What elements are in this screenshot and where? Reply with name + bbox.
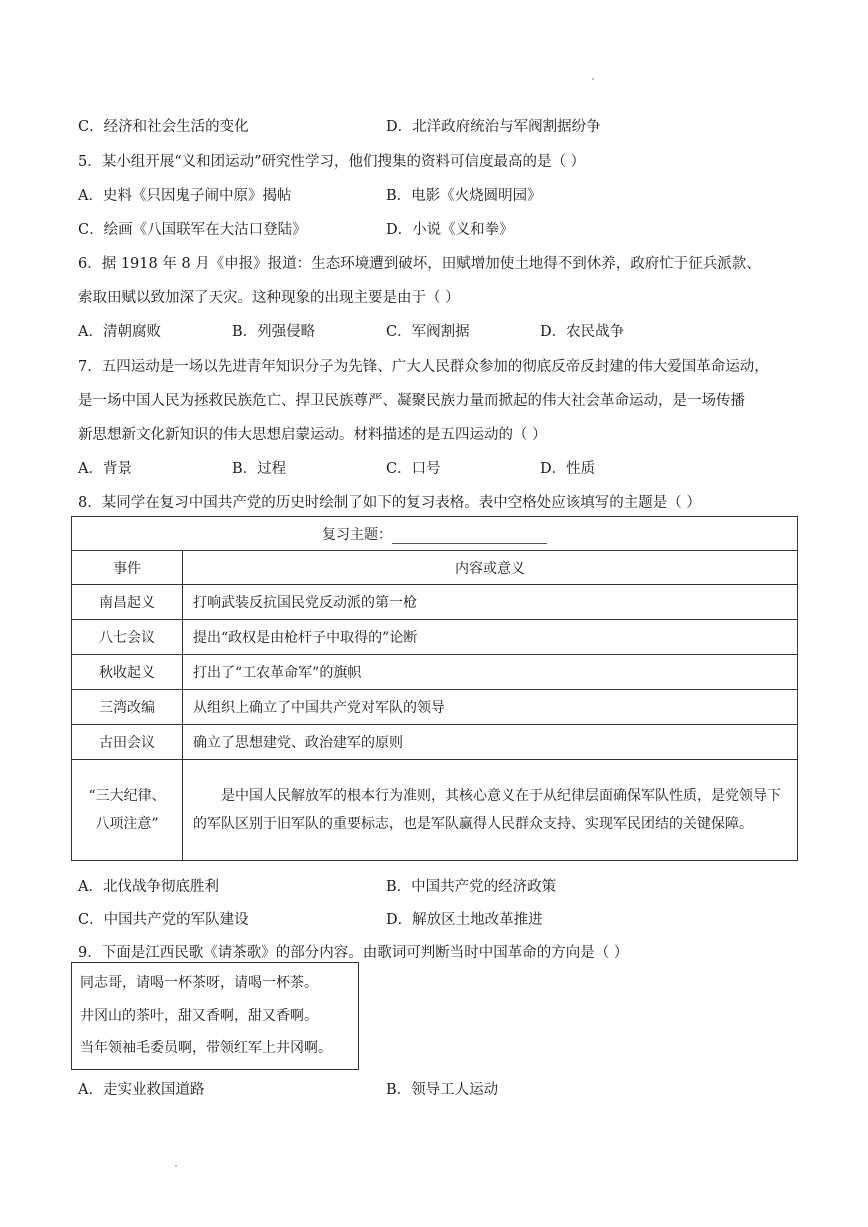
content-cell: 确立了思想建党、政治建军的原则 [183,725,798,760]
column-header-event: 事件 [72,551,183,585]
q4-option-c[interactable]: C．经济和社会生活的变化 [78,119,249,135]
lyric-line: 当年领袖毛委员啊，带领红军上井冈啊。 [80,1040,332,1056]
scan-dot [175,1165,177,1167]
q8-option-b[interactable]: B．中国共产党的经济政策 [386,879,557,895]
q5-stem: 5．某小组开展“义和团运动”研究性学习，他们搜集的资料可信度最高的是（ ） [78,154,586,170]
q6-option-c[interactable]: C．军阀割据 [386,324,470,340]
lyric-line: 同志哥，请喝一杯茶呀，请喝一杯茶。 [80,975,318,991]
table-row [72,620,798,655]
event-cell: 三湾改编 [72,690,183,725]
q6-stem-line1: 6．据 1918 年 8 月《申报》报道：生态环境遭到破坏，田赋增加使土地得不到休养，政府忙于征兵派款、 [78,256,761,272]
q5-option-d[interactable]: D．小说《义和拳》 [386,222,514,238]
table-row [72,585,798,620]
q9-option-b[interactable]: B．领导工人运动 [386,1082,499,1098]
q7-option-d[interactable]: D．性质 [540,461,596,477]
q8-option-d[interactable]: D．解放区土地改革推进 [386,912,543,928]
q6-stem-line2: 索取田赋以致加深了天灾。这种现象的出现主要是由于（ ） [78,290,460,306]
q7-stem-line2: 是一场中国人民为拯救民族危亡、捍卫民族尊严、凝聚民族力量而掀起的伟大社会革命运动，是一场传播 [78,393,745,409]
q6-option-a[interactable]: A．清朝腐败 [78,324,161,340]
q5-option-b[interactable]: B．电影《火烧圆明园》 [386,188,542,204]
content-cell: 从组织上确立了中国共产党对军队的领导 [183,690,798,725]
event-cell-line2: 八项注意” [95,816,159,832]
event-cell: 古田会议 [72,725,183,760]
q7-option-c[interactable]: C．口号 [386,461,441,477]
song-lyrics-box [71,962,359,1070]
table-row [72,760,798,861]
event-cell: 南昌起义 [72,585,183,620]
table-row [72,725,798,760]
event-cell [72,760,183,861]
q6-option-b[interactable]: B．列强侵略 [232,324,316,340]
q7-option-a[interactable]: A．背景 [78,461,132,477]
table-row [72,655,798,690]
scan-dot [592,78,594,80]
q5-option-a[interactable]: A．史料《只因鬼子闹中原》揭帖 [78,188,292,204]
lyric-line: 井冈山的茶叶，甜又香啊，甜又香啊。 [80,1007,318,1024]
content-cell: 打出了“工农革命军”的旗帜 [183,655,798,690]
content-cell: 打响武装反抗国民党反动派的第一枪 [183,585,798,620]
event-cell-line1: “三大纪律、 [88,788,166,804]
q7-stem-line1: 7．五四运动是一场以先进青年知识分子为先锋、广大人民群众参加的彻底反帝反封建的伟大爱国革命运动， [78,359,769,375]
q7-stem-line3: 新思想新文化新知识的伟大思想启蒙运动。材料描述的是五四运动的（ ） [78,427,547,443]
content-cell: 提出“政权是由枪杆子中取得的”论断 [183,620,798,655]
q8-option-a[interactable]: A．北伐战争彻底胜利 [78,879,219,895]
q6-option-d[interactable]: D．农民战争 [540,324,625,340]
q7-option-b[interactable]: B．过程 [232,461,287,477]
review-table [71,516,798,861]
review-table-title [72,517,798,551]
q8-option-c[interactable]: C．中国共产党的军队建设 [78,912,249,928]
review-title-blank[interactable] [392,529,547,544]
q5-option-c[interactable]: C．绘画《八国联军在大沽口登陆》 [78,222,307,238]
event-cell: 秋收起义 [72,655,183,690]
q8-stem: 8．某同学在复习中国共产党的历史时绘制了如下的复习表格。表中空格处应该填写的主题是（ ） [78,495,701,511]
event-cell: 八七会议 [72,620,183,655]
content-cell [183,760,798,861]
review-title-label: 复习主题： [322,526,392,543]
table-row [72,690,798,725]
q4-option-d[interactable]: D．北洋政府统治与军阀割据纷争 [386,119,601,135]
q9-stem: 9．下面是江西民歌《请茶歌》的部分内容。由歌词可判断当时中国革命的方向是（ ） [78,945,629,961]
q9-option-a[interactable]: A．走实业救国道路 [78,1082,205,1098]
column-header-content: 内容或意义 [183,551,798,585]
content-cell-text: 是中国人民解放军的根本行为准则，其核心意义在于从纪律层面确保军队性质，是党领导下的军队区别于旧军队的重要标志，也是军队赢得人民群众支持、实现军民团结的关键保障。 [193,788,781,832]
